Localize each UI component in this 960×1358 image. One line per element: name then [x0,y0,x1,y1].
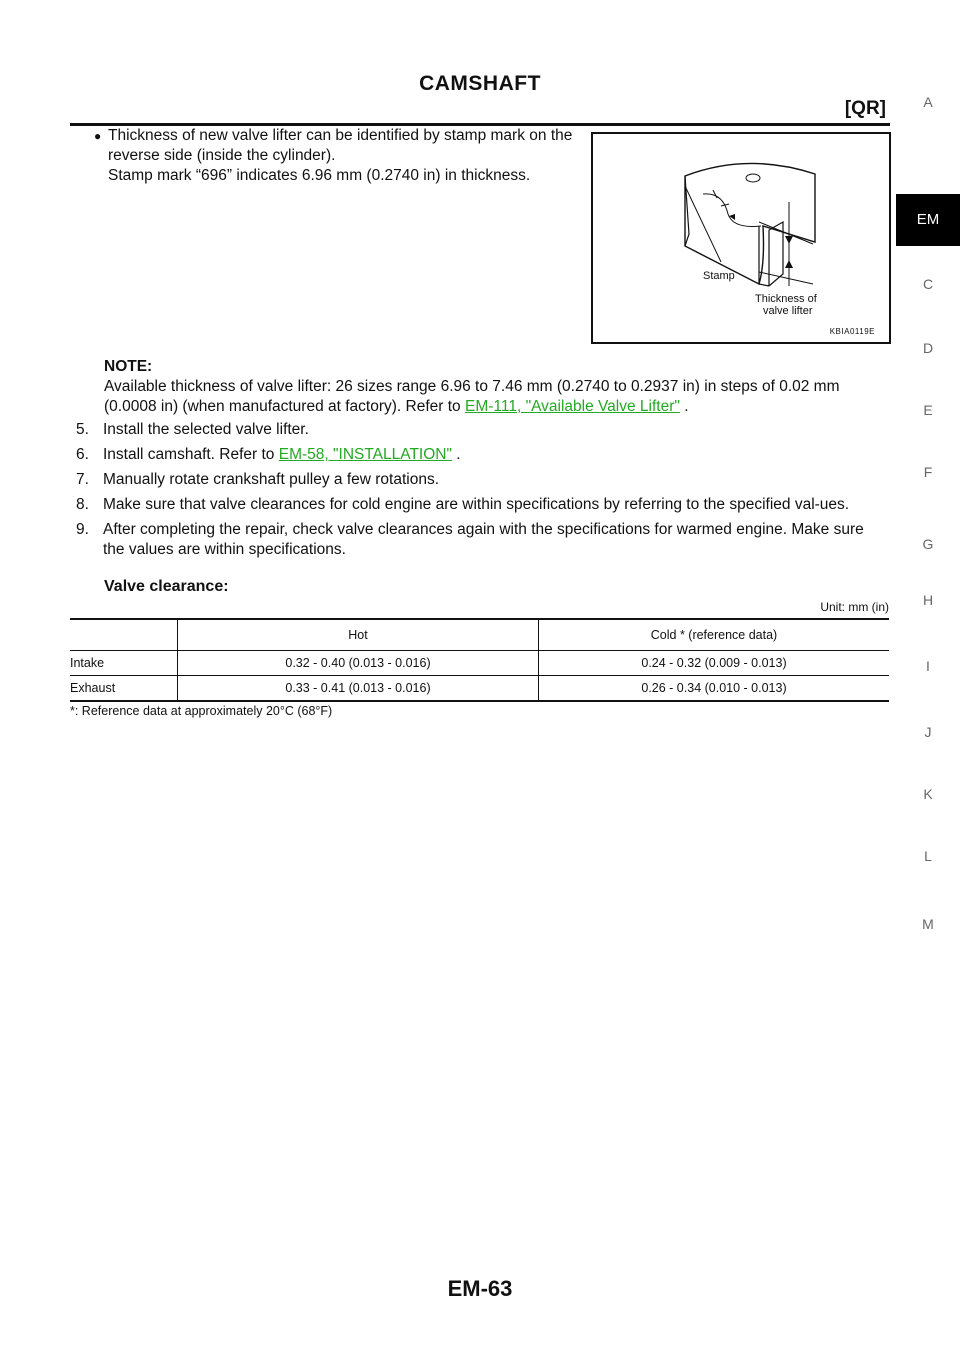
side-tab-i[interactable]: I [926,658,930,674]
valve-lifter-figure [591,132,891,344]
available-valve-lifter-link[interactable]: EM-111, "Available Valve Lifter" [464,398,680,415]
figure-id: KBIA0119E [829,327,875,336]
engine-code: [QR] [844,98,886,119]
table-footnote: *: Reference data at approximately 20°C (68°F) [70,704,333,718]
thickness-label-line1: Thickness of [755,293,817,305]
step-text: Make sure that valve clearances for cold engine are within specifications by referring to the specified val-ues. [103,496,850,513]
step-8 [76,495,889,515]
step-6 [76,445,889,465]
intake-cold-value: 0.24 - 0.32 (0.009 - 0.013) [539,651,890,676]
step-text: Install camshaft. Refer to [103,446,279,463]
side-tab-e[interactable]: E [923,402,933,418]
side-tab-m[interactable]: M [922,916,934,932]
side-tab-em[interactable]: EM [896,194,960,246]
side-tab-f[interactable]: F [923,464,933,480]
row-label-intake: Intake [70,656,105,670]
procedure-steps [76,420,889,565]
table-header-row [70,619,889,651]
side-tab-k[interactable]: K [923,786,933,802]
side-tab-l[interactable]: L [924,848,932,864]
step-number: 8. [76,496,89,513]
note-title: NOTE: [104,358,153,375]
step-7 [76,470,889,490]
page-number: EM-63 [447,1276,513,1301]
note-block [104,357,889,417]
step-text: Install the selected valve lifter. [103,421,309,438]
intake-hot-value: 0.32 - 0.40 (0.013 - 0.016) [178,651,539,676]
row-label-exhaust: Exhaust [70,681,116,695]
step-text: After completing the repair, check valve clearances again with the specifications for warmed engine. Make sure the values are within specifications. [103,521,864,558]
unit-label: Unit: mm (in) [820,600,889,614]
section-index-tabs [896,0,960,1358]
bullet-text-2: Stamp mark “696” indicates 6.96 mm (0.2740 in) in thickness. [108,167,531,184]
note-text [104,377,889,417]
bullet-dot-icon: ● [94,129,102,143]
side-tab-h[interactable]: H [922,592,934,608]
exhaust-cold-value: 0.26 - 0.34 (0.010 - 0.013) [539,676,890,702]
table-row [70,651,889,676]
step-number: 5. [76,421,89,438]
exhaust-hot-value: 0.33 - 0.41 (0.013 - 0.016) [178,676,539,702]
side-tab-g[interactable]: G [922,536,934,552]
header-cell-cold: Cold * (reference data) [539,619,890,651]
valve-clearance-title: Valve clearance: [104,578,229,595]
thickness-label-line2: valve lifter [763,305,813,317]
lifter-stamp-bullet [94,126,583,186]
step-number: 6. [76,446,89,463]
bullet-text-1: Thickness of new valve lifter can be identified by stamp mark on the reverse side (inside the cylinder). [108,127,573,164]
note-text-end: . [679,398,689,415]
side-tab-a[interactable]: A [923,94,933,110]
valve-clearance-table [70,618,889,702]
step-number: 9. [76,521,89,538]
valve-lifter-drawing [593,134,889,342]
side-tab-j[interactable]: J [924,724,932,740]
side-tab-d[interactable]: D [922,340,934,356]
note-text-body: Available thickness of valve lifter: 26 sizes range 6.96 to 7.46 mm (0.2740 to 0.2937 in) in steps of 0.02 mm (0.0008 in) (when manufactured at factory). Refer to [104,378,840,415]
page-title: CAMSHAFT [419,72,541,95]
stamp-label: Stamp [703,270,735,282]
table-row [70,676,889,702]
step-5 [76,420,889,440]
step-text-end: . [451,446,461,463]
header-cell-hot: Hot [178,619,539,651]
step-9 [76,520,889,560]
header-cell-blank [70,619,178,651]
step-text: Manually rotate crankshaft pulley a few rotations. [103,471,440,488]
side-tab-c[interactable]: C [922,276,934,292]
installation-link[interactable]: EM-58, "INSTALLATION" [278,446,452,463]
step-number: 7. [76,471,89,488]
